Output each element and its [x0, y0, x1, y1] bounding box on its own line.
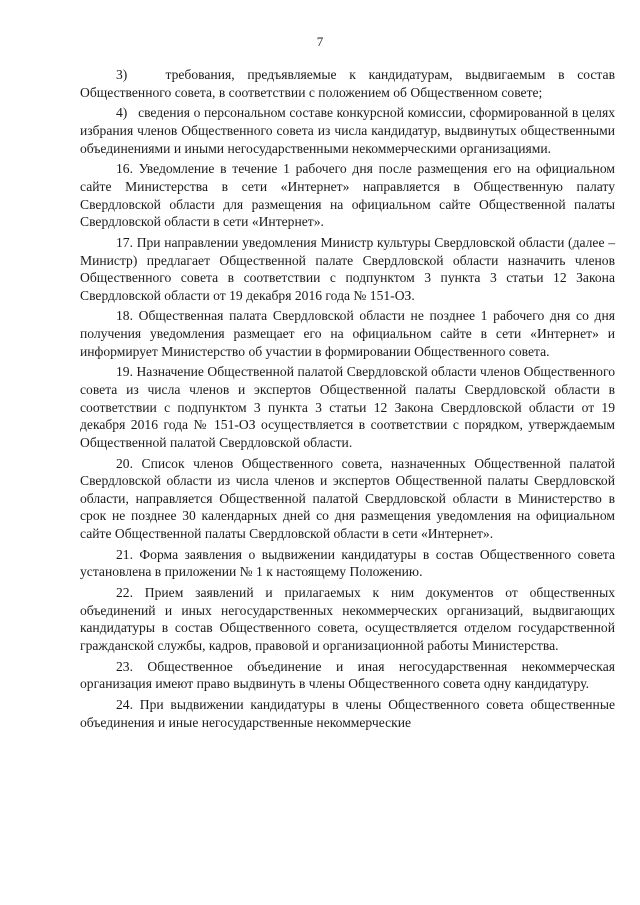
paragraph-23: 23. Общественное объединение и иная негосударственная некоммерческая организация имеют право выдвинуть в члены Общественного совета одну кандидатуру. [80, 658, 615, 692]
paragraph-22: 22. Прием заявлений и прилагаемых к ним документов от общественных объединений и иных негосударственных некоммерческих организаций, выдвигающих кандидатуры в состав Общественного совета, осуществляется отделом государственной гражданской службы, кадров, правовой и организационной работы Министерства. [80, 585, 615, 653]
paragraph-18: 18. Общественная палата Свердловской области не позднее 1 рабочего дня со дня получения уведомления размещает его на официальном сайте в сети «Интернет» и информирует Министерство об участии в формировании Общественного совета. [80, 308, 615, 359]
paragraph-16: 16. Уведомление в течение 1 рабочего дня после размещения его на официальном сайте Министерства в сети «Интернет» направляется в Общественную палату Свердловской области для размещения на официальном сайте Общественной палаты Свердловской области в сети «Интернет». [80, 161, 615, 230]
paragraph-24: 24. При выдвижении кандидатуры в члены Общественного совета общественные объединения и иные негосударственные некоммерческие [80, 697, 615, 730]
paragraph-17: 17. При направлении уведомления Министр культуры Свердловской области (далее – Министр) предлагает Общественной палате Свердловской области назначить членов Общественного совета в соответствии с подпунктом 3 пункта 3 статьи 12 Закона Свердловской области от 19 декабря 2016 года № 151-ОЗ. [80, 234, 615, 303]
paragraph-21: 21. Форма заявления о выдвижении кандидатуры в состав Общественного совета установлена в приложении № 1 к настоящему Положению. [80, 546, 615, 580]
page-number: 7 [316, 34, 324, 49]
list-item-commission-info: 4) сведения о персональном составе конкурсной комиссии, сформированной в целях избрания членов Общественного совета из числа кандидатур, выдвинутых общественными объединениями и иными негосударственными некоммерческими организациями. [80, 105, 615, 156]
list-item-requirements: 3) требования, предъявляемые к кандидатурам, выдвигаемым в состав Общественного совета, в соответствии с положением об Общественном совете; [80, 67, 615, 100]
paragraph-19: 19. Назначение Общественной палатой Свердловской области членов Общественного совета из числа членов и экспертов Общественной палаты Свердловской области в соответствии с подпунктом 3 пункта 3 статьи 12 Закона Свердловской области от 19 декабря 2016 года № 151-ОЗ осуществляется в соответствии с порядком, утверждаемым Общественной палатой Свердловской области. [80, 364, 615, 450]
document-body [80, 66, 615, 734]
paragraph-20: 20. Список членов Общественного совета, назначенных Общественной палатой Свердловской области из числа членов и экспертов Общественной палаты Свердловской области, направляется Общественной палатой Свердловской области в Министерство в срок не позднее 30 календарных дней со дня размещения уведомления на официальном сайте Общественной палаты Свердловской области в сети «Интернет». [80, 455, 615, 541]
